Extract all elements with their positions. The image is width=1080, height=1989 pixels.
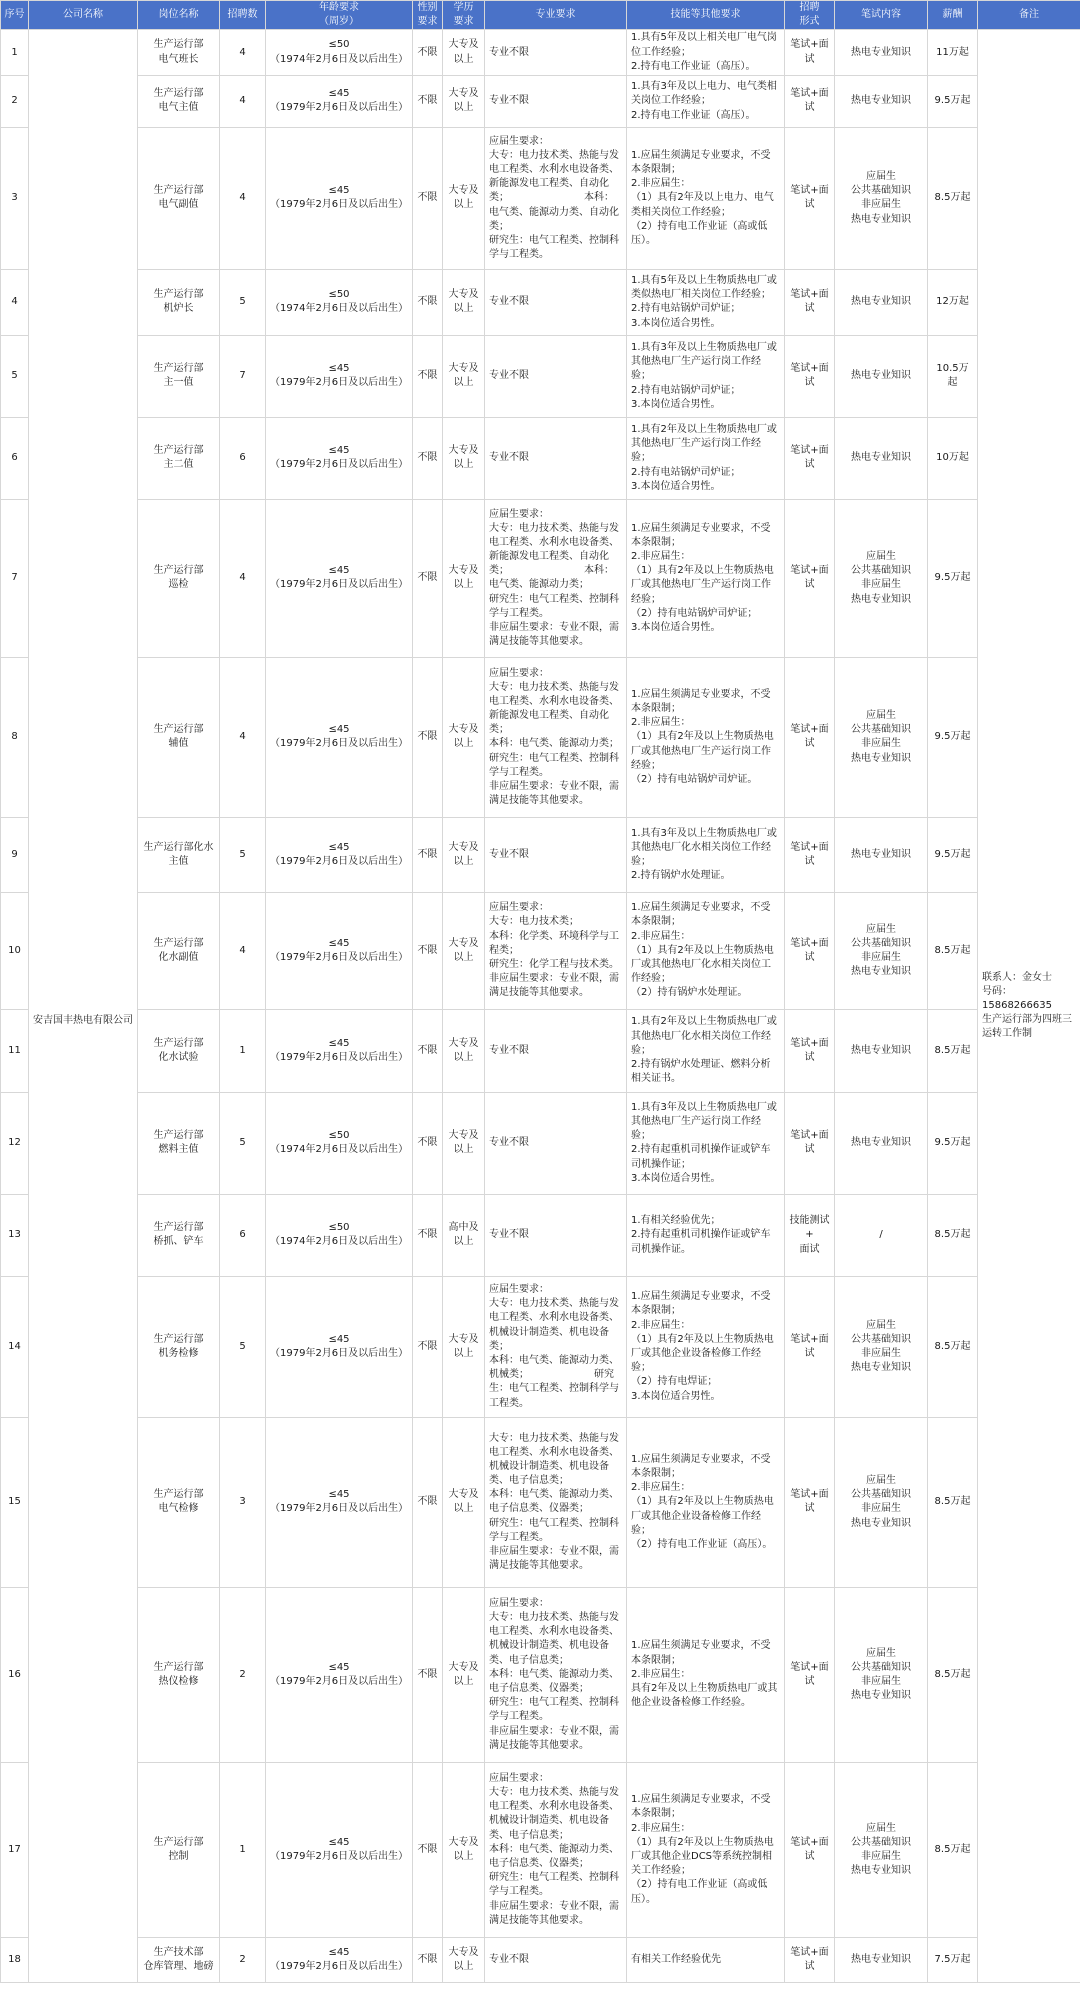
header-gender: 性别 要求 [413, 1, 443, 30]
cell-form: 笔试+面试 [785, 75, 835, 127]
cell-exam: 应届生 公共基础知识 非应届生 热电专业知识 [835, 1762, 928, 1937]
cell-position: 生产运行部 化水副值 [138, 892, 220, 1009]
table-row [1, 127, 1080, 269]
cell-skills: 1.有相关经验优先； 2.持有起重机司机操作证或铲车司机操作证。 [627, 1194, 785, 1276]
cell-exam: 热电专业知识 [835, 269, 928, 335]
cell-pay: 8.5万起 [928, 1587, 978, 1762]
header-position: 岗位名称 [138, 1, 220, 30]
cell-skills: 1.具有5年及以上相关电厂电气岗位工作经验； 2.持有电工作业证（高压）。 [627, 30, 785, 76]
cell-position: 生产运行部 热仪检修 [138, 1587, 220, 1762]
cell-major: 应届生要求： 大专：电力技术类、热能与发电工程类、水利水电设备类、新能源发电工程类、自动化类； 本科：电气类、能源动力类、自动化类； 研究生：电气工程类、控制科学与工程类。 [485, 127, 627, 269]
cell-pay: 9.5万起 [928, 1092, 978, 1194]
table-row [1, 499, 1080, 657]
cell-count: 2 [220, 1937, 266, 1982]
cell-index: 6 [1, 417, 29, 499]
cell-position: 生产运行部 控制 [138, 1762, 220, 1937]
cell-index: 18 [1, 1937, 29, 1982]
cell-exam: 热电专业知识 [835, 1937, 928, 1982]
cell-index: 13 [1, 1194, 29, 1276]
cell-pay: 10.5万起 [928, 335, 978, 417]
cell-index: 11 [1, 1009, 29, 1092]
cell-education: 大专及 以上 [443, 1937, 485, 1982]
cell-position: 生产技术部 仓库管理、地磅 [138, 1937, 220, 1982]
cell-education: 大专及 以上 [443, 1276, 485, 1417]
header-count: 招聘数 [220, 1, 266, 30]
cell-skills: 1.应届生须满足专业要求，不受本条限制； 2.非应届生： （1）具有2年及以上生物质热电厂或其他热电厂生产运行岗工作经验； （2）持有电站锅炉司炉证。 [627, 657, 785, 817]
cell-age: ≤50 （1974年2月6日及以后出生） [266, 1194, 413, 1276]
cell-pay: 8.5万起 [928, 892, 978, 1009]
cell-company: 安吉国丰热电有限公司 [29, 30, 138, 1983]
table-row [1, 1937, 1080, 1982]
cell-form: 笔试+面试 [785, 1587, 835, 1762]
cell-position: 生产运行部 主一值 [138, 335, 220, 417]
cell-gender: 不限 [413, 1762, 443, 1937]
cell-form: 技能测试+ 面试 [785, 1194, 835, 1276]
cell-gender: 不限 [413, 1937, 443, 1982]
cell-exam: 热电专业知识 [835, 335, 928, 417]
cell-exam: 热电专业知识 [835, 75, 928, 127]
cell-major: 专业不限 [485, 1092, 627, 1194]
cell-position: 生产运行部 电气副值 [138, 127, 220, 269]
cell-skills: 1.应届生须满足专业要求，不受本条限制； 2.非应届生： （1）具有2年及以上生物质热电厂或其他企业DCS等系统控制相关工作经验； （2）持有电工作业证（高或低压）。 [627, 1762, 785, 1937]
cell-age: ≤45 （1979年2月6日及以后出生） [266, 335, 413, 417]
table-row [1, 335, 1080, 417]
cell-form: 笔试+面试 [785, 269, 835, 335]
cell-skills: 有相关工作经验优先 [627, 1937, 785, 1982]
header-skills: 技能等其他要求 [627, 1, 785, 30]
cell-index: 12 [1, 1092, 29, 1194]
cell-gender: 不限 [413, 499, 443, 657]
cell-position: 生产运行部 辅值 [138, 657, 220, 817]
cell-index: 1 [1, 30, 29, 76]
cell-gender: 不限 [413, 75, 443, 127]
cell-position: 生产运行部 巡检 [138, 499, 220, 657]
cell-major: 应届生要求： 大专：电力技术类、热能与发电工程类、水利水电设备类、新能源发电工程类、自动化类； 本科：电气类、能源动力类； 研究生：电气工程类、控制科学与工程类。 非应届生要求：专业不限，需满足技能等其他要求。 [485, 499, 627, 657]
cell-skills: 1.应届生须满足专业要求，不受本条限制； 2.非应届生： 具有2年及以上生物质热电厂或其他企业设备检修工作经验。 [627, 1587, 785, 1762]
cell-major: 大专：电力技术类、热能与发电工程类、水利水电设备类、机械设计制造类、机电设备类、电子信息类； 本科：电气类、能源动力类、电子信息类、仪器类； 研究生：电气工程类、控制科学与工程类。 非应届生要求：专业不限，需满足技能等其他要求。 [485, 1417, 627, 1587]
cell-gender: 不限 [413, 269, 443, 335]
cell-count: 1 [220, 1762, 266, 1937]
cell-age: ≤50 （1974年2月6日及以后出生） [266, 1092, 413, 1194]
cell-education: 大专及 以上 [443, 335, 485, 417]
cell-index: 15 [1, 1417, 29, 1587]
header-major: 专业要求 [485, 1, 627, 30]
cell-form: 笔试+面试 [785, 127, 835, 269]
cell-pay: 8.5万起 [928, 1009, 978, 1092]
cell-position: 生产运行部 机炉长 [138, 269, 220, 335]
cell-major: 专业不限 [485, 1194, 627, 1276]
cell-age: ≤45 （1979年2月6日及以后出生） [266, 75, 413, 127]
cell-count: 6 [220, 1194, 266, 1276]
cell-pay: 8.5万起 [928, 127, 978, 269]
cell-gender: 不限 [413, 1276, 443, 1417]
table-row [1, 417, 1080, 499]
cell-pay: 10万起 [928, 417, 978, 499]
cell-skills: 1.应届生须满足专业要求，不受本条限制； 2.非应届生： （1）具有2年及以上生物质热电厂或其他热电厂生产运行岗工作经验； （2）持有电站锅炉司炉证； 3.本岗位适合男性。 [627, 499, 785, 657]
cell-form: 笔试+面试 [785, 499, 835, 657]
cell-note: 联系人：金女士 号码：15868266635 生产运行部为四班三运转工作制 [978, 30, 1080, 1983]
cell-count: 4 [220, 127, 266, 269]
table-row [1, 892, 1080, 1009]
cell-index: 16 [1, 1587, 29, 1762]
cell-age: ≤45 （1979年2月6日及以后出生） [266, 817, 413, 892]
cell-form: 笔试+面试 [785, 30, 835, 76]
cell-count: 4 [220, 30, 266, 76]
cell-pay: 8.5万起 [928, 1417, 978, 1587]
cell-position: 生产运行部 燃料主值 [138, 1092, 220, 1194]
cell-gender: 不限 [413, 817, 443, 892]
cell-major: 专业不限 [485, 335, 627, 417]
cell-education: 大专及 以上 [443, 75, 485, 127]
cell-count: 4 [220, 892, 266, 1009]
cell-gender: 不限 [413, 30, 443, 76]
cell-education: 高中及 以上 [443, 1194, 485, 1276]
cell-count: 5 [220, 817, 266, 892]
cell-exam: 应届生 公共基础知识 非应届生 热电专业知识 [835, 892, 928, 1009]
cell-skills: 1.具有3年及以上生物质热电厂或其他热电厂生产运行岗工作经验； 2.持有电站锅炉司炉证； 3.本岗位适合男性。 [627, 335, 785, 417]
cell-pay: 9.5万起 [928, 499, 978, 657]
cell-index: 10 [1, 892, 29, 1009]
cell-exam: 热电专业知识 [835, 1009, 928, 1092]
cell-position: 生产运行部 桥抓、铲车 [138, 1194, 220, 1276]
cell-exam: 热电专业知识 [835, 1092, 928, 1194]
cell-gender: 不限 [413, 417, 443, 499]
cell-count: 6 [220, 417, 266, 499]
cell-exam: 热电专业知识 [835, 817, 928, 892]
cell-major: 专业不限 [485, 30, 627, 76]
cell-pay: 9.5万起 [928, 75, 978, 127]
cell-count: 5 [220, 1092, 266, 1194]
cell-index: 9 [1, 817, 29, 892]
cell-major: 专业不限 [485, 1009, 627, 1092]
cell-form: 笔试+面试 [785, 1417, 835, 1587]
cell-position: 生产运行部 电气检修 [138, 1417, 220, 1587]
cell-education: 大专及 以上 [443, 1587, 485, 1762]
cell-count: 5 [220, 1276, 266, 1417]
cell-major: 专业不限 [485, 269, 627, 335]
cell-index: 2 [1, 75, 29, 127]
cell-major: 专业不限 [485, 417, 627, 499]
cell-education: 大专及 以上 [443, 127, 485, 269]
cell-pay: 11万起 [928, 30, 978, 76]
cell-major: 专业不限 [485, 817, 627, 892]
cell-gender: 不限 [413, 1092, 443, 1194]
cell-education: 大专及 以上 [443, 30, 485, 76]
cell-form: 笔试+面试 [785, 335, 835, 417]
cell-education: 大专及 以上 [443, 499, 485, 657]
cell-pay: 7.5万起 [928, 1937, 978, 1982]
cell-pay: 9.5万起 [928, 817, 978, 892]
cell-skills: 1.具有5年及以上生物质热电厂或类似热电厂相关岗位工作经验； 2.持有电站锅炉司炉证； 3.本岗位适合男性。 [627, 269, 785, 335]
cell-pay: 9.5万起 [928, 657, 978, 817]
cell-gender: 不限 [413, 1194, 443, 1276]
cell-age: ≤45 （1979年2月6日及以后出生） [266, 1009, 413, 1092]
cell-major: 应届生要求： 大专：电力技术类、热能与发电工程类、水利水电设备类、机械设计制造类、机电设备类、电子信息类； 本科：电气类、能源动力类、电子信息类、仪器类； 研究生：电气工程类、控制科学与工程类。 非应届生要求：专业不限，需满足技能等其他要求。 [485, 1762, 627, 1937]
cell-age: ≤45 （1979年2月6日及以后出生） [266, 1762, 413, 1937]
cell-form: 笔试+面试 [785, 657, 835, 817]
cell-age: ≤45 （1979年2月6日及以后出生） [266, 127, 413, 269]
cell-count: 4 [220, 657, 266, 817]
cell-index: 14 [1, 1276, 29, 1417]
cell-form: 笔试+面试 [785, 1276, 835, 1417]
cell-major: 应届生要求： 大专：电力技术类、热能与发电工程类、水利水电设备类、新能源发电工程类、自动化类； 本科：电气类、能源动力类； 研究生：电气工程类、控制科学与工程类。 非应届生要求：专业不限，需满足技能等其他要求。 [485, 657, 627, 817]
header-row [1, 1, 1080, 30]
cell-pay: 12万起 [928, 269, 978, 335]
cell-position: 生产运行部 电气班长 [138, 30, 220, 76]
table-row [1, 1092, 1080, 1194]
table-row [1, 30, 1080, 76]
table-row [1, 657, 1080, 817]
cell-pay: 8.5万起 [928, 1762, 978, 1937]
cell-exam: 热电专业知识 [835, 30, 928, 76]
table-row [1, 1587, 1080, 1762]
cell-count: 3 [220, 1417, 266, 1587]
table-row [1, 1417, 1080, 1587]
header-index: 序号 [1, 1, 29, 30]
cell-education: 大专及 以上 [443, 657, 485, 817]
cell-skills: 1.具有2年及以上生物质热电厂或其他热电厂生产运行岗工作经验； 2.持有电站锅炉司炉证； 3.本岗位适合男性。 [627, 417, 785, 499]
cell-count: 1 [220, 1009, 266, 1092]
cell-pay: 8.5万起 [928, 1276, 978, 1417]
cell-skills: 1.应届生须满足专业要求，不受本条限制； 2.非应届生： （1）具有2年及以上生物质热电厂或其他企业设备检修工作经验； （2）持有电工作业证（高压）。 [627, 1417, 785, 1587]
cell-form: 笔试+面试 [785, 1937, 835, 1982]
cell-count: 4 [220, 499, 266, 657]
cell-major: 专业不限 [485, 1937, 627, 1982]
cell-education: 大专及 以上 [443, 1092, 485, 1194]
table-row [1, 269, 1080, 335]
cell-exam: 应届生 公共基础知识 非应届生 热电专业知识 [835, 127, 928, 269]
cell-exam: 应届生 公共基础知识 非应届生 热电专业知识 [835, 1587, 928, 1762]
cell-education: 大专及 以上 [443, 417, 485, 499]
cell-education: 大专及 以上 [443, 1762, 485, 1937]
header-note: 备注 [978, 1, 1080, 30]
cell-age: ≤50 （1974年2月6日及以后出生） [266, 30, 413, 76]
cell-skills: 1.具有3年及以上电力、电气类相关岗位工作经验； 2.持有电工作业证（高压）。 [627, 75, 785, 127]
cell-position: 生产运行部 机务检修 [138, 1276, 220, 1417]
header-education: 学历 要求 [443, 1, 485, 30]
cell-form: 笔试+面试 [785, 417, 835, 499]
cell-skills: 1.应届生须满足专业要求，不受本条限制； 2.非应届生： （1）具有2年及以上生物质热电厂或其他热电厂化水相关岗位工作经验； （2）持有锅炉水处理证。 [627, 892, 785, 1009]
header-exam: 笔试内容 [835, 1, 928, 30]
cell-gender: 不限 [413, 657, 443, 817]
header-pay: 薪酬 [928, 1, 978, 30]
cell-education: 大专及 以上 [443, 269, 485, 335]
cell-exam: 应届生 公共基础知识 非应届生 热电专业知识 [835, 1276, 928, 1417]
cell-count: 7 [220, 335, 266, 417]
table-row [1, 817, 1080, 892]
cell-education: 大专及 以上 [443, 892, 485, 1009]
cell-form: 笔试+面试 [785, 1009, 835, 1092]
cell-age: ≤45 （1979年2月6日及以后出生） [266, 1937, 413, 1982]
cell-education: 大专及 以上 [443, 1417, 485, 1587]
cell-skills: 1.具有3年及以上生物质热电厂或其他热电厂化水相关岗位工作经验； 2.持有锅炉水处理证。 [627, 817, 785, 892]
cell-index: 5 [1, 335, 29, 417]
cell-gender: 不限 [413, 127, 443, 269]
header-company: 公司名称 [29, 1, 138, 30]
cell-exam: 应届生 公共基础知识 非应届生 热电专业知识 [835, 1417, 928, 1587]
cell-count: 5 [220, 269, 266, 335]
cell-age: ≤45 （1979年2月6日及以后出生） [266, 417, 413, 499]
table-row [1, 75, 1080, 127]
cell-exam: 应届生 公共基础知识 非应届生 热电专业知识 [835, 657, 928, 817]
cell-gender: 不限 [413, 1417, 443, 1587]
cell-age: ≤45 （1979年2月6日及以后出生） [266, 499, 413, 657]
table-row [1, 1276, 1080, 1417]
cell-education: 大专及 以上 [443, 817, 485, 892]
cell-gender: 不限 [413, 335, 443, 417]
cell-exam: 应届生 公共基础知识 非应届生 热电专业知识 [835, 499, 928, 657]
cell-exam: / [835, 1194, 928, 1276]
cell-major: 应届生要求： 大专：电力技术类； 本科：化学类、环境科学与工程类； 研究生：化学工程与技术类。 非应届生要求：专业不限，需满足技能等其他要求。 [485, 892, 627, 1009]
cell-skills: 1.应届生须满足专业要求，不受本条限制； 2.非应届生： （1）具有2年及以上电力、电气类相关岗位工作经验； （2）持有电工作业证（高或低压）。 [627, 127, 785, 269]
cell-form: 笔试+面试 [785, 1762, 835, 1937]
cell-form: 笔试+面试 [785, 1092, 835, 1194]
cell-index: 8 [1, 657, 29, 817]
cell-index: 3 [1, 127, 29, 269]
cell-age: ≤45 （1979年2月6日及以后出生） [266, 892, 413, 1009]
cell-age: ≤45 （1979年2月6日及以后出生） [266, 657, 413, 817]
cell-gender: 不限 [413, 892, 443, 1009]
cell-major: 专业不限 [485, 75, 627, 127]
cell-form: 笔试+面试 [785, 817, 835, 892]
cell-pay: 8.5万起 [928, 1194, 978, 1276]
table-row [1, 1194, 1080, 1276]
cell-age: ≤45 （1979年2月6日及以后出生） [266, 1587, 413, 1762]
cell-age: ≤45 （1979年2月6日及以后出生） [266, 1417, 413, 1587]
cell-exam: 热电专业知识 [835, 417, 928, 499]
cell-form: 笔试+面试 [785, 892, 835, 1009]
cell-index: 4 [1, 269, 29, 335]
cell-age: ≤50 （1974年2月6日及以后出生） [266, 269, 413, 335]
cell-major: 应届生要求： 大专：电力技术类、热能与发电工程类、水利水电设备类、机械设计制造类、机电设备类、电子信息类； 本科：电气类、能源动力类、电子信息类、仪器类； 研究生：电气工程类、控制科学与工程类。 非应届生要求：专业不限，需满足技能等其他要求。 [485, 1587, 627, 1762]
cell-age: ≤45 （1979年2月6日及以后出生） [266, 1276, 413, 1417]
cell-skills: 1.具有3年及以上生物质热电厂或其他热电厂生产运行岗工作经验； 2.持有起重机司机操作证或铲车司机操作证； 3.本岗位适合男性。 [627, 1092, 785, 1194]
table-row [1, 1009, 1080, 1092]
cell-major: 应届生要求： 大专：电力技术类、热能与发电工程类、水利水电设备类、机械设计制造类、机电设备类； 本科：电气类、能源动力类、机械类； 研究生：电气工程类、控制科学与工程类。 [485, 1276, 627, 1417]
cell-position: 生产运行部 电气主值 [138, 75, 220, 127]
cell-index: 7 [1, 499, 29, 657]
cell-count: 4 [220, 75, 266, 127]
cell-gender: 不限 [413, 1009, 443, 1092]
table-row [1, 1762, 1080, 1937]
cell-skills: 1.具有2年及以上生物质热电厂或其他热电厂化水相关岗位工作经验； 2.持有锅炉水处理证、燃料分析相关证书。 [627, 1009, 785, 1092]
cell-count: 2 [220, 1587, 266, 1762]
cell-position: 生产运行部 化水试验 [138, 1009, 220, 1092]
cell-index: 17 [1, 1762, 29, 1937]
cell-gender: 不限 [413, 1587, 443, 1762]
cell-skills: 1.应届生须满足专业要求，不受本条限制； 2.非应届生： （1）具有2年及以上生物质热电厂或其他企业设备检修工作经验； （2）持有电焊证； 3.本岗位适合男性。 [627, 1276, 785, 1417]
cell-position: 生产运行部 主二值 [138, 417, 220, 499]
cell-position: 生产运行部化水 主值 [138, 817, 220, 892]
cell-education: 大专及 以上 [443, 1009, 485, 1092]
header-form: 招聘 形式 [785, 1, 835, 30]
header-age: 年龄要求 （周岁） [266, 1, 413, 30]
